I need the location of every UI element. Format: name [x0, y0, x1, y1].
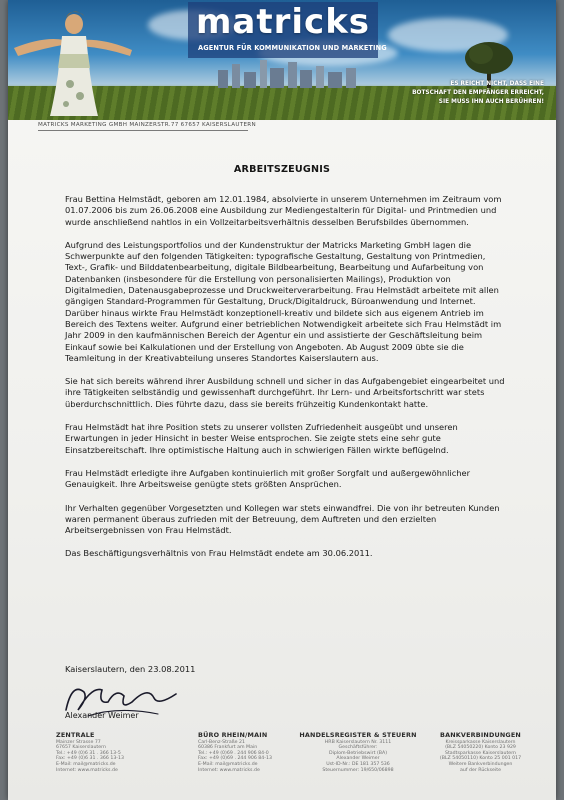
- signer-name: Alexander Weimer: [65, 711, 139, 720]
- document-body: [65, 194, 505, 572]
- letter-footer: [56, 733, 546, 797]
- paragraph: Frau Helmstädt erledigte ihre Aufgaben kontinuierlich mit großer Sorgfalt und außergewöhnlicher Genauigkeit. Ihre Arbeitsweise genügte stets größten Ansprüchen.: [65, 467, 471, 490]
- paragraph: Sie hat sich bereits während ihrer Ausbildung schnell und sicher in das Aufgabengebiet eingearbeitet und ihre Tätigkeiten selbständig und gewissenhaft durchgeführt. Ihr Lern- und Arbeitsfortschritt war stets überdurchschnittlich. Dies führte dazu, dass sie bereits frühzeitig Kundenkontakt hatte.: [65, 376, 505, 409]
- paragraph: Frau Helmstädt hat ihre Position stets zu unserer vollsten Zufriedenheit ausgeübt und unseren Erwartungen in jeder Hinsicht in bester Weise entsprochen. Sie zeigte stets eine sehr gute Einsatzbereitschaft. Ihre optimistische Haltung auch in schwierigen Fällen wirkte beflügelnd.: [65, 422, 458, 455]
- footer-bank: BANKVERBINDUNGEN Kreissparkasse Kaiserslautern (BLZ 54050220) Konto 23 929 Stadtsparkasse Kaiserslautern (BLZ 54050110) Konto 25 001 017 Weitere Bankverbindungen auf der Rückseite: [439, 731, 522, 773]
- city-skyline: [208, 58, 368, 88]
- paragraph: Das Beschäftigungsverhältnis von Frau Helmstädt endete am 30.06.2011.: [65, 548, 373, 559]
- sender-address: MATRICKS MARKETING GMBH MAINZERSTR.77 67657 KAISERSLAUTERN: [38, 122, 256, 128]
- logo-wordmark: matricks: [196, 2, 371, 42]
- footer-handelsregister: HANDELSREGISTER & STEUERN HRB Kaiserslautern Nr. 3111 Geschäftsführer: Diplom-Betriebswirt (BA) Alexander Weimer Ust-ID-Nr.: DE 181 357 536 Steuernummer: 19/650/06898: [299, 731, 417, 773]
- place-date: Kaiserslautern, den 23.08.2011: [65, 664, 196, 674]
- paragraph: Frau Bettina Helmstädt, geboren am 12.01.1984, absolvierte in unserem Unternehmen im Zeitraum vom 01.07.2006 bis zum 26.06.2008 eine Ausbildung zur Mediengestalterin für Digital- und Printmedien und wurde anschließend nahtlos in ein Vollzeitarbeitsverhältnis desselben Berufsbildes übernommen.: [65, 194, 502, 227]
- logo-subtitle: AGENTUR FÜR KOMMUNIKATION UND MARKETING: [198, 44, 387, 52]
- header-banner: [8, 0, 556, 120]
- document-title: ARBEITSZEUGNIS: [233, 164, 331, 175]
- letter-page: [8, 0, 556, 800]
- paragraph: Aufgrund des Leistungsportfolios und der Kundenstruktur der Matricks Marketing GmbH lagen die Schwerpunkte auf den folgenden Tätigkeiten: typografische Gestaltung, Gestaltung von Printmedien, Text-, Grafik- und Bilddatenbearbeitung, digitale Bildbearbeitung, Bearbeitung und Aufarbeitung von Datenbanken (insbesondere für die Erstellung von personalisierten Mailings), Produktion von Digitalmedien, Datenausgabeprozesse und Druckweiterverarbeitung. Frau Helmstädt arbeitete mit allen gängigen Standard-Programmen für Gestaltung, Druck/Digitaldruck, Büroanwendung und Internet. Darüber hinaus wirkte Frau Helmstädt konzeptionell-kreativ und bildete sich aus eigenem Antrieb im Bereich des Textens weiter. Aufgrund einer betrieblichen Notwendigkeit arbeitete sich Frau Helmstädt im Jahr 2009 in den kaufmännischen Bereich der Agentur ein und assistierte der Geschäftsleitung beim Einkauf sowie bei Kalkulationen und der Erstellung von Angeboten. Ab August 2009 übte sie die Teamleitung in der Kreativabteilung unseres Standortes Kaiserslautern aus.: [65, 239, 502, 363]
- address-rule: [38, 130, 248, 131]
- woman-photo: [14, 4, 134, 118]
- footer-buero: BÜRO RHEIN/MAIN Carl-Benz-Straße 21 60386 Frankfurt am Main Tel.: +49 (0)69 . 244 906 84-0 Fax: +49 (0)69 . 244 906 84-13 E-Mail: mail@matricks.de Internet: www.matricks.de: [198, 731, 272, 773]
- paragraph: Ihr Verhalten gegenüber Vorgesetzten und Kollegen war stets einwandfrei. Die von ihr betreuten Kunden waren permanent überaus zufrieden mit der Betreuung, dem Auftreten und den erzielten Arbeitsergebnissen von Frau Helmstädt.: [65, 502, 500, 536]
- slogan: ES REICHT NICHT, DASS EINE BOTSCHAFT DEN EMPFÄNGER ERREICHT, SIE MUSS IHN AUCH BERÜHREN!: [412, 81, 544, 105]
- footer-zentrale: ZENTRALE Mainzer Strasse 77 67657 Kaiserslautern Tel.: +49 (0)6 31 . 366 13-5 Fax: +49 (0)6 31 . 366 13-13 E-Mail: mail@matricks.de Internet: www.matricks.de: [56, 731, 124, 773]
